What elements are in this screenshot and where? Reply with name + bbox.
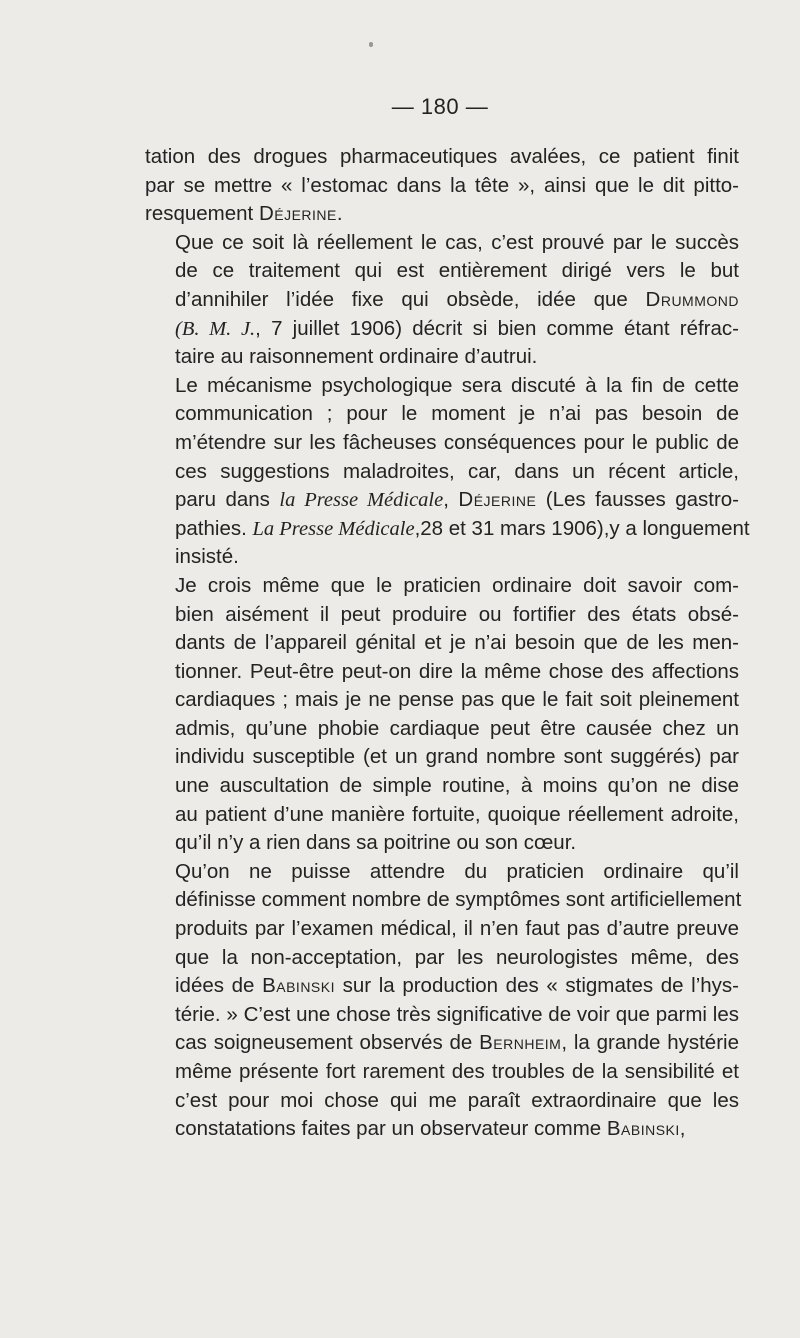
text-line: [145, 286, 739, 315]
text-run: taire au raisonnement ordinaire d’autrui.: [175, 345, 538, 369]
text-run: produits par l’examen médical, il n’en faut pas d’autre preuve: [175, 917, 739, 941]
text-run: Le mécanisme psychologique sera discuté à la fin de cette: [175, 373, 739, 397]
text-line: [145, 486, 739, 515]
text-run: (Les fausses gastro-: [536, 488, 739, 512]
text-run: communication ; pour le moment je n’ai pas besoin de: [175, 402, 739, 426]
text-run: c’est pour moi chose qui me paraît extraordinaire que les: [175, 1088, 739, 1112]
italic-reference: la Presse Médicale: [279, 489, 444, 512]
text-line: [145, 172, 739, 201]
text-run: Qu’on ne puisse attendre du praticien ordinaire qu’il: [175, 859, 739, 883]
text-run: ,28 et 31 mars 1906),y a longuement: [414, 516, 750, 540]
paragraph-drummond: [145, 229, 739, 372]
text-run: de ce traitement qui est entièrement dirigé vers le but: [175, 259, 739, 283]
text-line: [145, 458, 739, 487]
text-run: dants de l’appareil génital et je n’ai besoin que de les men-: [175, 631, 739, 655]
text-line: [145, 629, 739, 658]
paragraph-mecanisme: [145, 372, 750, 572]
text-run: tionner. Peut-être peut-on dire la même chose des affections: [175, 659, 739, 683]
text-run: bien aisément il peut produire ou fortifier des états obsé-: [175, 602, 739, 626]
text-line: [145, 601, 739, 630]
text-run: idées de: [175, 974, 263, 998]
paragraph-praticien: [145, 572, 739, 858]
text-line: [145, 543, 739, 572]
text-line: [145, 343, 739, 372]
text-line: [145, 772, 739, 801]
text-line: [145, 1115, 739, 1144]
text-line: [145, 515, 750, 544]
text-line: [145, 229, 739, 258]
text-line: [145, 743, 739, 772]
text-run: par se mettre « l’estomac dans la tête », ainsi que le dit pitto-: [145, 173, 739, 197]
text-line: [145, 944, 739, 973]
text-run: pathies.: [175, 516, 253, 540]
text-line: [145, 257, 739, 286]
text-run: au patient d’une manière fortuite, quoique réellement adroite,: [175, 802, 739, 826]
text-run: m’étendre sur les fâcheuses conséquences pour le public de: [175, 430, 739, 454]
text-line: [145, 915, 739, 944]
text-run: Que ce soit là réellement le cas, c’est prouvé par le succès: [175, 230, 739, 254]
text-line: [145, 1058, 739, 1087]
text-run: ces suggestions maladroites, car, dans un récent article,: [175, 459, 739, 483]
text-line: [145, 143, 739, 172]
text-run: définisse comment nombre de symptômes sont artificiellement: [175, 888, 742, 912]
body-text: [145, 143, 750, 1144]
author-name: Babinski: [606, 1117, 680, 1141]
text-line: [145, 972, 739, 1001]
text-run: individu susceptible (et un grand nombre sont suggérés) par: [175, 745, 739, 769]
page-number: — 180 —: [391, 94, 489, 119]
text-line: [145, 315, 739, 344]
text-run: une auscultation de simple routine, à moins qu’on ne dise: [175, 774, 739, 798]
author-name: Déjerine: [258, 202, 337, 226]
text-line: [145, 429, 739, 458]
paragraph-babinski: [145, 858, 742, 1144]
text-run: ,: [443, 488, 459, 512]
text-run: térie. » C’est une chose très significative de voir que parmi les: [175, 1002, 739, 1026]
text-line: [145, 658, 739, 687]
text-run: Je crois même que le praticien ordinaire doit savoir com-: [175, 573, 739, 597]
text-line: [145, 572, 739, 601]
text-line: [145, 1087, 739, 1116]
text-line: [145, 372, 739, 401]
author-name: Babinski: [262, 974, 335, 998]
text-line: [145, 801, 739, 830]
text-line: [145, 1029, 739, 1058]
ink-speck: [369, 42, 373, 47]
text-run: cardiaques ; mais je ne pense pas que le fait soit pleinement: [175, 688, 739, 712]
author-name: Déjerine: [458, 488, 537, 512]
text-line: [145, 400, 739, 429]
text-run: insisté.: [175, 545, 239, 569]
italic-reference: (B. M. J.: [175, 317, 256, 340]
text-line: [145, 200, 739, 229]
text-run: paru dans: [175, 488, 280, 512]
text-run: qu’il n’y a rien dans sa poitrine ou son cœur.: [175, 831, 577, 855]
text-run: resquement: [145, 202, 259, 226]
text-line: [145, 715, 739, 744]
text-run: ,: [679, 1117, 686, 1141]
author-name: Bernheim: [479, 1031, 562, 1055]
text-run: tation des drogues pharmaceutiques avalées, ce patient finit: [145, 145, 739, 168]
text-run: , la grande hystérie: [561, 1031, 739, 1055]
text-run: sur la production des « stigmates de l’hys-: [335, 974, 739, 998]
text-line: [145, 686, 739, 715]
text-run: , 7 juillet 1906) décrit si bien comme étant réfrac-: [255, 316, 739, 340]
text-run: admis, qu’une phobie cardiaque peut être causée chez un: [175, 716, 739, 740]
text-line: [145, 886, 742, 915]
text-run: .: [336, 202, 343, 226]
italic-reference: La Presse Médicale: [252, 517, 415, 540]
author-name: Drummond: [645, 287, 739, 311]
text-line: [145, 858, 739, 887]
text-line: [145, 1001, 739, 1030]
text-run: d’annihiler l’idée fixe qui obsède, idée que: [175, 287, 646, 311]
text-line: [145, 829, 739, 858]
text-run: que la non-acceptation, par les neurologistes même, des: [175, 945, 739, 969]
text-run: constatations faites par un observateur comme: [175, 1117, 607, 1141]
paragraph-continuation: [145, 143, 739, 229]
text-run: cas soigneusement observés de: [175, 1031, 480, 1055]
text-run: même présente fort rarement des troubles de la sensibilité et: [175, 1060, 739, 1083]
